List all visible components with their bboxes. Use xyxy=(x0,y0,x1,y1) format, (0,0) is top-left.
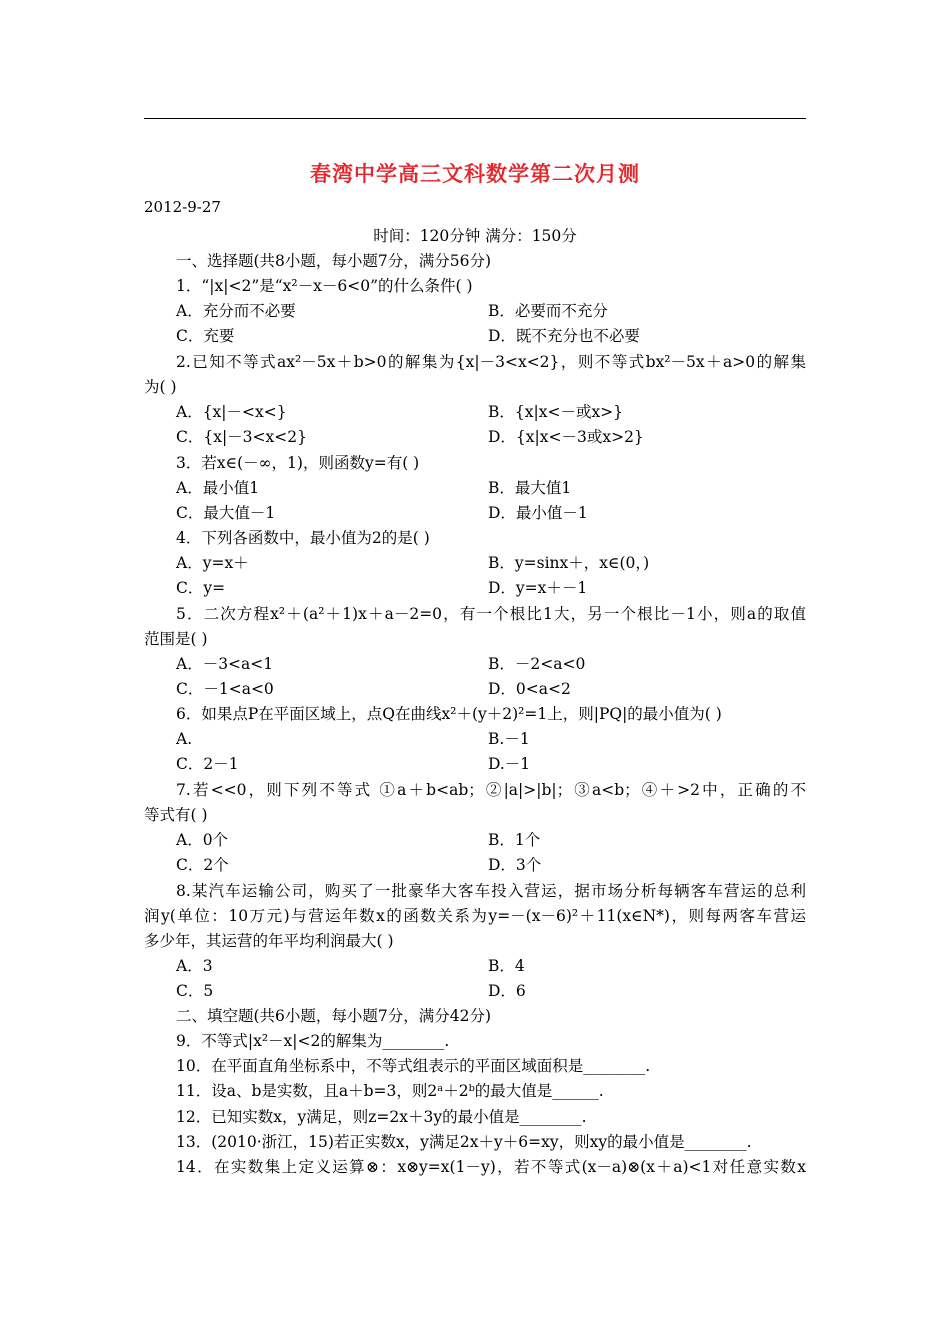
question-1-option-a: A．充分而不必要 xyxy=(176,302,296,320)
question-2-option-a: A．{x|－<x<} xyxy=(176,403,287,421)
question-3-option-c: C．最大值－1 xyxy=(176,504,276,522)
question-8-option-c: C．5 xyxy=(176,982,214,1000)
question-5-stem-line-2: 范围是( ) xyxy=(144,630,208,648)
question-8-option-d: D．6 xyxy=(488,982,526,1000)
question-3-option-a: A．最小值1 xyxy=(176,479,260,497)
question-7-stem-line-2: 等式有( ) xyxy=(144,806,208,824)
question-1-option-c: C．充要 xyxy=(176,327,235,345)
question-4-option-a: A．y=x＋ xyxy=(176,554,249,572)
section-heading-fill-in: 二、填空题(共6小题，每小题7分，满分42分) xyxy=(176,1007,492,1025)
question-6-option-b: B.－1 xyxy=(488,730,530,748)
question-7-stem-line-1: 7.若<<0，则下列不等式 ①a＋b<ab；②|a|>|b|；③a<b；④＋>2中，正确的不 xyxy=(176,781,806,799)
question-14: 14．在实数集上定义运算⊗：x⊗y=x(1－y)，若不等式(x－a)⊗(x＋a)<1对任意实数x xyxy=(176,1158,806,1176)
question-7-option-d: D．3个 xyxy=(488,856,542,874)
question-4-option-c: C．y= xyxy=(176,579,226,597)
question-2-option-d: D．{x|x<－3或x>2} xyxy=(488,428,644,446)
question-6-stem: 6．如果点P在平面区域上，点Q在曲线x²＋(y＋2)²=1上，则|PQ|的最小值为( ) xyxy=(176,705,722,723)
question-7-option-a: A．0个 xyxy=(176,831,229,849)
header-rule xyxy=(144,118,806,119)
question-8-option-b: B．4 xyxy=(488,957,525,975)
question-8-option-a: A．3 xyxy=(176,957,213,975)
question-9: 9．不等式|x²－x|<2的解集为________. xyxy=(176,1032,450,1050)
question-2-stem-line-2: 为( ) xyxy=(144,378,177,396)
question-1-option-b: B．必要而不充分 xyxy=(488,302,608,320)
question-2-stem-line-1: 2.已知不等式ax²－5x＋b>0的解集为{x|－3<x<2}，则不等式bx²－5x＋a>0的解集 xyxy=(176,353,806,371)
question-13: 13．(2010·浙江，15)若正实数x，y满足2x＋y＋6=xy，则xy的最小值是________. xyxy=(176,1133,752,1151)
question-3-option-b: B．最大值1 xyxy=(488,479,572,497)
question-1-stem: 1．“|x|<2”是“x²－x－6<0”的什么条件( ) xyxy=(176,277,473,295)
exam-date: 2012-9-27 xyxy=(144,198,221,216)
time-info: 时间：120分钟 满分：150分 xyxy=(373,227,577,245)
question-11: 11．设a、b是实数，且a＋b=3，则2ᵃ＋2ᵇ的最大值是______. xyxy=(176,1082,604,1100)
question-1-option-d: D．既不充分也不必要 xyxy=(488,327,640,345)
question-4-option-d: D．y=x＋－1 xyxy=(488,579,588,597)
question-5-option-c: C．－1<a<0 xyxy=(176,680,274,698)
question-8-stem-line-1: 8.某汽车运输公司，购买了一批豪华大客车投入营运，据市场分析每辆客车营运的总利 xyxy=(176,882,806,900)
question-10: 10．在平面直角坐标系中，不等式组表示的平面区域面积是________. xyxy=(176,1057,651,1075)
question-2-option-c: C．{x|－3<x<2} xyxy=(176,428,307,446)
question-8-stem-line-2: 润y(单位：10万元)与营运年数x的函数关系为y=－(x－6)²＋11(x∈N*)，则每两客车营运 xyxy=(144,907,806,925)
question-7-option-c: C．2个 xyxy=(176,856,229,874)
question-4-option-b: B．y=sinx＋，x∈(0，) xyxy=(488,554,650,572)
question-4-stem: 4．下列各函数中，最小值为2的是( ) xyxy=(176,529,430,547)
question-8-stem-line-3: 多少年，其运营的年平均利润最大( ) xyxy=(144,932,394,950)
question-5-option-a: A．－3<a<1 xyxy=(176,655,274,673)
question-6-option-a: A. xyxy=(176,730,193,748)
question-5-stem-line-1: 5．二次方程x²＋(a²＋1)x＋a－2=0，有一个根比1大，另一个根比－1小，则a的取值 xyxy=(176,605,806,623)
question-3-stem: 3．若x∈(－∞，1)，则函数y=有( ) xyxy=(176,454,420,472)
section-heading-choice: 一、选择题(共8小题，每小题7分，满分56分) xyxy=(176,252,492,270)
question-6-option-d: D.－1 xyxy=(488,755,531,773)
question-2-option-b: B．{x|x<－或x>} xyxy=(488,403,624,421)
question-12: 12．已知实数x，y满足，则z=2x＋3y的最小值是________. xyxy=(176,1108,587,1126)
question-5-option-b: B．－2<a<0 xyxy=(488,655,586,673)
question-3-option-d: D．最小值－1 xyxy=(488,504,588,522)
question-7-option-b: B．1个 xyxy=(488,831,541,849)
page-title: 春湾中学高三文科数学第二次月测 xyxy=(310,161,640,186)
question-5-option-d: D．0<a<2 xyxy=(488,680,571,698)
question-6-option-c: C．2－1 xyxy=(176,755,239,773)
